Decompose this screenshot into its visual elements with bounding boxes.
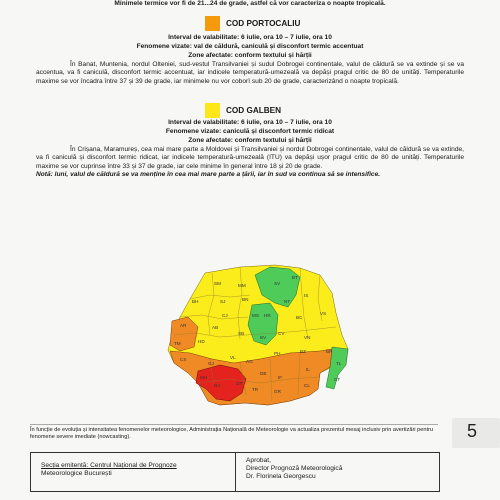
issuing-section-line2: Meteorologice București (41, 470, 112, 478)
page-number: 5 (467, 421, 478, 441)
yellow-zones: Zone afectate: conform textului și hărții (188, 137, 312, 144)
county-label-tr: TR (252, 387, 259, 392)
county-label-gr: GR (274, 389, 281, 394)
yellow-square-icon (205, 103, 220, 118)
romania-warning-map (150, 255, 360, 420)
county-label-gj: GJ (208, 361, 214, 366)
county-label-br: BR (326, 349, 333, 354)
county-label-ar: AR (180, 323, 187, 328)
county-label-tl: TL (336, 361, 342, 366)
yellow-interval: Interval de valabilitate: 6 iulie, ora 10 – 7 iulie, ora 10 (168, 119, 332, 126)
yellow-code-header (205, 102, 281, 118)
footnote-text: În funcție de evoluția și intensitatea fenomenelor meteorologice, Administrația Națională de Meteorologie va actualiza prezentul mesaj inclusiv prin avertizări pentru fenomene severe imediate (nowcasting). (30, 427, 433, 440)
romania-map-svg (150, 255, 360, 420)
county-label-if: IF (278, 375, 283, 380)
yellow-phenomena: Fenomene vizate: caniculă și disconfort termic ridicat (165, 128, 335, 135)
county-label-ct: CT (334, 377, 341, 382)
county-label-sv: SV (274, 281, 281, 286)
county-label-ag: AG (246, 359, 253, 364)
intro-text-line: Minimele termice vor fi de 21...24 de grade, astfel că vor caracteriza o noapte tropicală. (114, 0, 386, 7)
county-label-ot: OT (236, 381, 243, 386)
orange-code-header (205, 15, 300, 31)
approval-line3: Dr. Florinela Georgescu (246, 473, 316, 481)
county-label-bt: BT (292, 275, 298, 280)
footnote-divider (30, 424, 438, 425)
orange-interval: Interval de valabilitate: 6 iulie, ora 10 – 7 iulie, ora 10 (168, 34, 332, 41)
yellow-code-label: COD GALBEN (226, 105, 282, 115)
county-label-hr: HR (264, 313, 271, 318)
county-label-mh: MH (200, 375, 208, 380)
county-label-il: IL (306, 367, 310, 372)
county-label-db: DB (260, 371, 267, 376)
orange-zones: Zone afectate: conform textului și hărții (188, 52, 312, 59)
county-label-bc: BC (296, 315, 303, 320)
orange-phenomena: Fenomene vizate: val de căldură, caniculă și disconfort termic accentuat (136, 43, 364, 50)
county-label-sm: SM (214, 281, 221, 286)
county-label-ph: PH (274, 351, 281, 356)
county-label-nt: NT (284, 299, 291, 304)
county-label-bv: BV (260, 335, 267, 340)
approval-line1: Aprobat, (246, 457, 271, 464)
county-label-cv: CV (278, 331, 285, 336)
yellow-paragraph: În Crișana, Maramureș, cea mai mare parte a Moldovei și Transilvaniei și nordul Dobrogei continentale, valul de căldură se va extinde, va fi caniculă și disconfort termic ridicat, iar indicele temperatură-umezeală (ITU) va depăși ușor pragul critic de 80 de unități. Temperaturile maxime se vor cuprinse între 33 și 37 de grade, iar cele minime în general între 18 și 20 de grade. Notă: luni, valul de căldură se va menține în cea mai mare parte a țării, iar în sud va continua să se intensifice. (36, 146, 464, 179)
issuing-section (31, 453, 236, 491)
county-label-cl: CL (304, 383, 310, 388)
county-label-bz: BZ (300, 349, 306, 354)
county-label-ms: MS (252, 313, 259, 318)
approval-section (236, 453, 439, 491)
county-label-tm: TM (174, 341, 181, 346)
county-label-is: IS (304, 293, 309, 298)
yellow-note: Notă: luni, valul de căldură se va menține în cea mai mare parte a țării, iar în sud va continua să se intensifice. (36, 171, 381, 179)
county-label-ab: AB (212, 325, 219, 330)
county-label-vn: VN (304, 335, 311, 340)
county-label-sj: SJ (220, 299, 226, 304)
issuing-section-line1: Secția emitentă: Centrul Național de Prognoze (41, 462, 177, 469)
county-label-hd: HD (198, 339, 205, 344)
orange-code-label: COD PORTOCALIU (226, 18, 301, 28)
orange-paragraph: În Banat, Muntenia, nordul Olteniei, sud-vestul Transilvaniei și sudul Dobrogei continentale, valul de căldură se va extinde și se va accentua, va fi caniculă, disconfort termic accentuat, iar indicele temperatură-umezeală va depăși pragul critic de 80 de unități. Temperaturile maxime se vor încadra între 37 și 39 de grade, iar minimele nu vor coborî sub 20 de grade, caracterizând o noapte tropicală. (36, 61, 464, 85)
county-label-cj: CJ (222, 313, 228, 318)
county-label-cs: CS (180, 357, 187, 362)
county-label-sb: SB (238, 331, 245, 336)
county-label-vs: VS (320, 311, 327, 316)
county-label-bn: BN (242, 297, 249, 302)
orange-square-icon (205, 16, 220, 31)
county-label-vl: VL (230, 355, 236, 360)
county-label-dj: DJ (214, 383, 220, 388)
county-label-bh: BH (192, 299, 199, 304)
county-label-mm: MM (238, 283, 246, 288)
signature-table (30, 452, 440, 492)
approval-line2: Director Prognoză Meteorologică (246, 465, 343, 473)
